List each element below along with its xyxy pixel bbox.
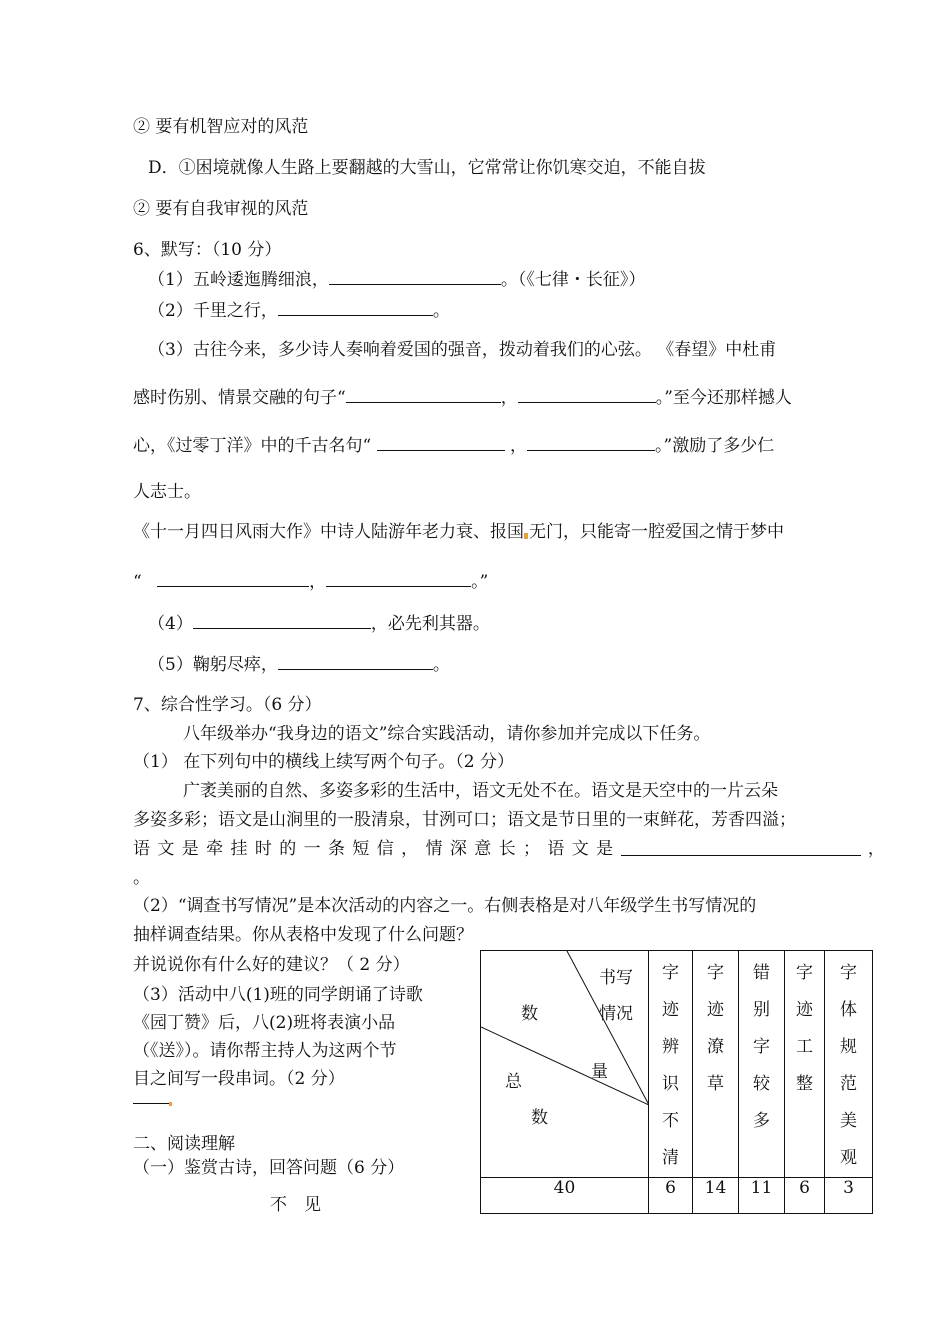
fill-blank[interactable]	[193, 612, 371, 629]
question-7-3-line: 目之间写一段串词。（2 分）	[133, 1069, 345, 1089]
fill-blank[interactable]	[621, 839, 861, 856]
paragraph-line: 广袤美丽的自然、多姿多彩的生活中，语文无处不在。语文是天空中的一片云朵	[183, 781, 778, 801]
fill-blank[interactable]	[329, 268, 501, 285]
question-6-3-line: 《十一月四日风雨大作》中诗人陆游年老力衰、报国 无门，只能寄一腔爱国之情于梦中	[133, 522, 784, 542]
fill-blank[interactable]	[377, 434, 505, 451]
column-header: 错别字较多	[739, 951, 785, 1178]
poem-title: 不 见	[270, 1195, 321, 1215]
question-7-2-line: 并说说你有什么好的建议？（ 2 分）	[133, 955, 410, 975]
table-cell: 3	[825, 1178, 873, 1214]
question-7-2: （2）“调查书写情况”是本次活动的内容之一。右侧表格是对八年级学生书写情况的	[133, 896, 757, 916]
fill-blank[interactable]	[157, 570, 309, 587]
question-7-2-line: 抽样调查结果。你从表格中发现了什么问题？	[133, 925, 473, 945]
answer-line	[133, 1089, 173, 1109]
paragraph-line: 语 文 是 牵 挂 时 的 一 条 短 信 ， 情 深 意 长 ； 语 文 是 ，	[133, 839, 885, 859]
text-line: ② 要有机智应对的风范	[133, 117, 309, 137]
question-6-5: （5）鞠躬尽瘁， 。	[148, 655, 450, 675]
fill-blank[interactable]	[278, 653, 433, 670]
section-2-1-title: （一）鉴赏古诗，回答问题（6 分）	[133, 1158, 405, 1178]
table-cell: 6	[785, 1178, 825, 1214]
option-d: D．①困境就像人生路上要翻越的大雪山，它常常让你饥寒交迫，不能自拔	[148, 158, 706, 178]
header-label: 总	[505, 1072, 522, 1092]
question-7-3: （3）活动中八(1)班的同学朗诵了诗歌	[133, 985, 423, 1005]
cursor-mark	[169, 1102, 172, 1106]
column-header: 字体规范美观	[825, 951, 873, 1178]
question-6-3: （3）古往今来，多少诗人奏响着爱国的强音，拨动着我们的心弦。 《春望》中杜甫	[148, 340, 777, 360]
question-7-1: （1） 在下列句中的横线上续写两个句子。（2 分）	[133, 752, 514, 772]
question-6-2: （2）千里之行， 。	[148, 301, 450, 321]
survey-table	[480, 950, 873, 1214]
question-6-3-line: 人志士。	[133, 482, 201, 502]
fill-blank[interactable]	[527, 434, 655, 451]
question-6-1: （1）五岭逶迤腾细浪， 。（《七律・长征》）	[148, 270, 646, 290]
cursor-mark	[524, 533, 528, 539]
table-diagonal-header	[481, 951, 649, 1178]
header-label: 书写	[599, 968, 633, 988]
fill-blank[interactable]	[133, 1095, 169, 1104]
header-label: 情况	[599, 1004, 633, 1024]
question-7-3-line: 《园丁赞》后，八(2)班将表演小品	[133, 1013, 396, 1033]
question-6-4: （4） ，必先利其器。	[148, 614, 490, 634]
fill-blank[interactable]	[326, 570, 471, 587]
table-cell: 14	[693, 1178, 739, 1214]
question-7-3-line: （《送》）。请你帮主持人为这两个节	[133, 1041, 397, 1061]
header-label: 数	[521, 1004, 538, 1024]
question-7-title: 7、综合性学习。（6 分）	[133, 695, 322, 715]
table-cell: 11	[739, 1178, 785, 1214]
question-6-3-line: 感时伤别、情景交融的句子“ ， 。”至今还那样撼人	[133, 388, 792, 408]
column-header: 字迹潦草	[693, 951, 739, 1178]
text-line: ② 要有自我审视的风范	[133, 199, 309, 219]
column-header: 字迹辨识不清	[649, 951, 693, 1178]
question-6-3-line: 心，《过零丁洋》中的千古名句“ ， 。”激励了多少仁	[133, 436, 775, 456]
question-6-3-line: “ ， 。”	[133, 572, 489, 592]
header-label: 量	[591, 1062, 608, 1082]
section-2-title: 二、阅读理解	[133, 1134, 235, 1154]
question-7-intro: 八年级举办“我身边的语文”综合实践活动，请你参加并完成以下任务。	[183, 724, 711, 744]
table-cell: 6	[649, 1178, 693, 1214]
fill-blank[interactable]	[278, 299, 433, 316]
header-label: 数	[531, 1108, 548, 1128]
table-cell-total: 40	[481, 1178, 649, 1214]
fill-blank[interactable]	[346, 386, 501, 403]
paragraph-line: 。	[133, 868, 150, 888]
fill-blank[interactable]	[518, 386, 656, 403]
paragraph-line: 多姿多彩；语文是山涧里的一股清泉，甘洌可口；语文是节日里的一束鲜花，芳香四溢；	[133, 810, 796, 830]
question-6-title: 6、默写：（10 分）	[133, 240, 282, 260]
column-header: 字迹工整	[785, 951, 825, 1178]
